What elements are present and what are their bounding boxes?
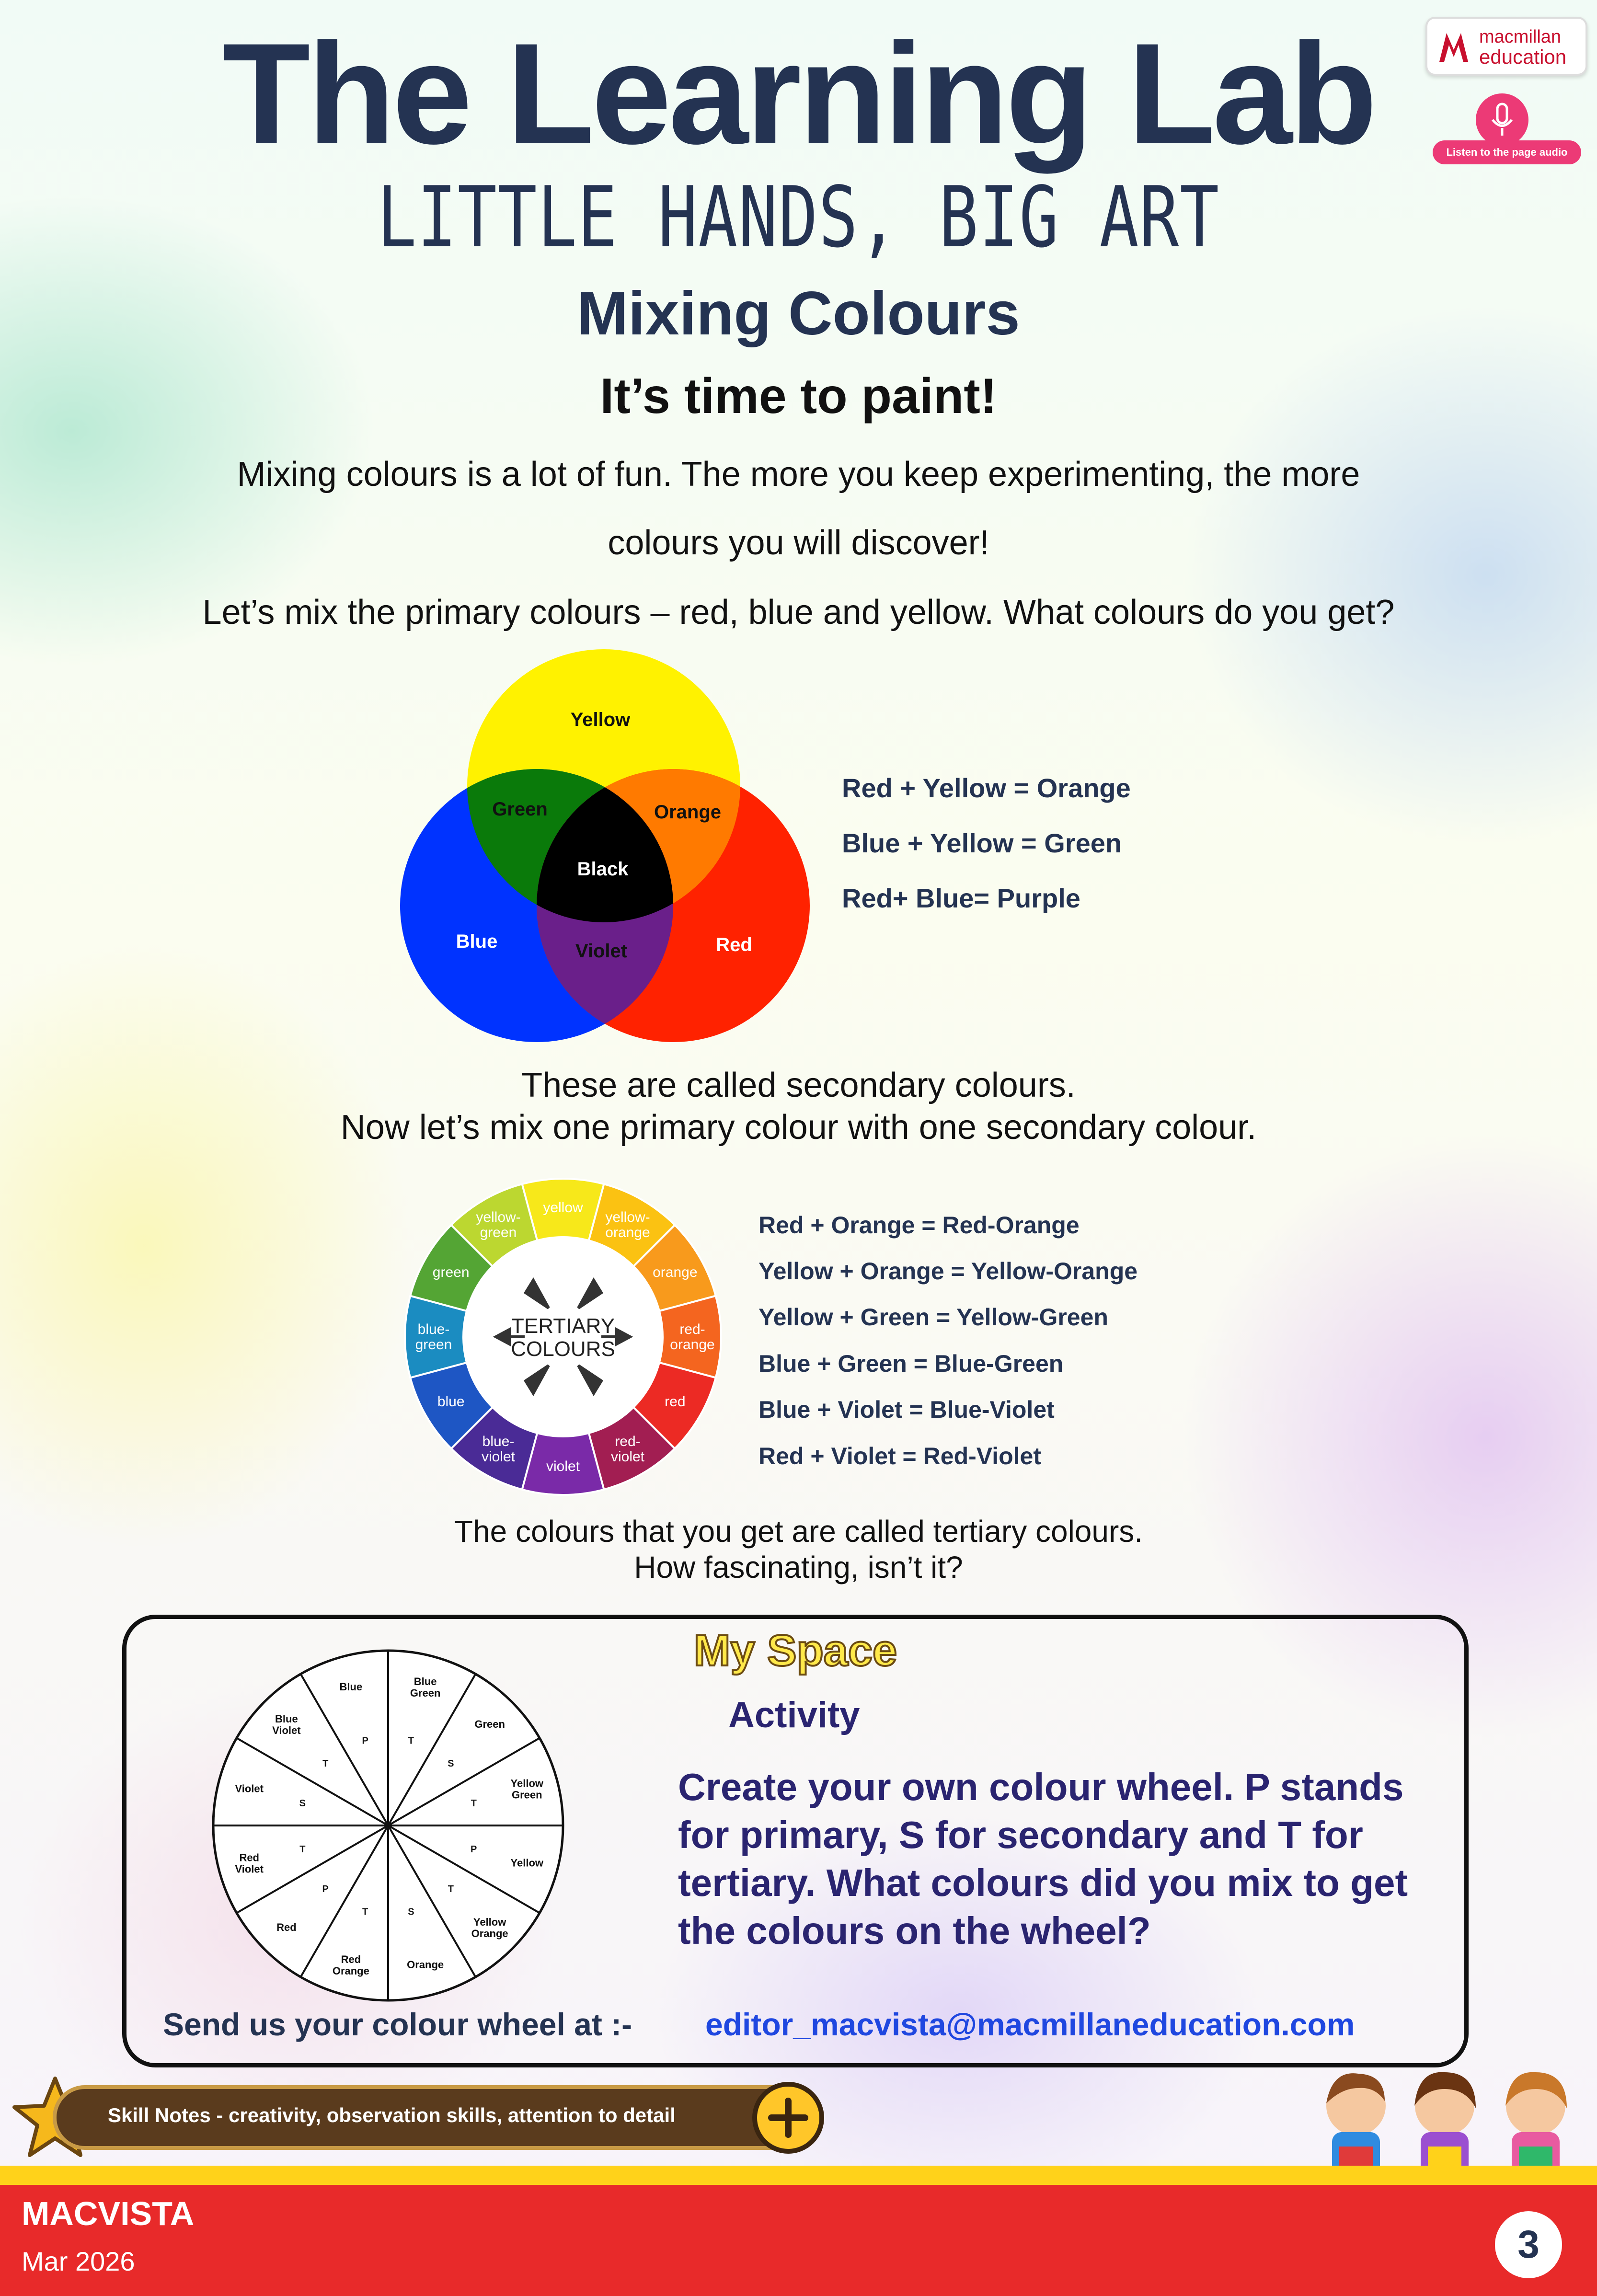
tertiary-equation-6: Red + Violet = Red-Violet <box>758 1443 1041 1469</box>
macmillan-logo-icon <box>1437 28 1475 64</box>
worksheet-outer-label: Orange <box>407 1958 444 1971</box>
listen-audio-button[interactable] <box>1433 93 1581 168</box>
wheel-label-red-violet: red-violet <box>610 1433 645 1465</box>
venn-label-blue: Blue <box>456 931 498 952</box>
wheel-center-line2: COLOURS <box>511 1337 615 1361</box>
intro-line-3: Let’s mix the primary colours – red, blue and yellow. What colours do you get? <box>202 593 1395 631</box>
worksheet-outer-label: Yellow Orange <box>471 1916 508 1940</box>
page-title: The Learning Lab <box>222 13 1375 174</box>
secondary-equation-3: Red+ Blue= Purple <box>842 883 1080 913</box>
wheel-label-blue: blue <box>437 1394 465 1410</box>
venn-label-black: Black <box>577 859 629 880</box>
tertiary-equation-3: Yellow + Green = Yellow-Green <box>758 1304 1108 1331</box>
footer-bar <box>0 2185 1597 2296</box>
footer-brand: MACVISTA <box>22 2195 195 2232</box>
worksheet-inner-label: T <box>408 1735 414 1746</box>
microphone-icon[interactable] <box>1476 93 1528 146</box>
plus-icon[interactable] <box>757 2087 819 2149</box>
secondary-colours-note: These are called secondary colours. <box>521 1066 1076 1104</box>
venn-label-violet: Violet <box>575 941 628 962</box>
logo-text-line1: macmillan <box>1479 27 1562 47</box>
my-space-title: My Space <box>693 1626 897 1675</box>
worksheet-outer-label: Blue Green <box>410 1676 441 1699</box>
wheel-label-red-orange: red-orange <box>670 1321 715 1353</box>
mix-instruction: Now let’s mix one primary colour with one secondary colour. <box>340 1108 1257 1147</box>
venn-label-yellow: Yellow <box>570 709 631 730</box>
wheel-center-line1: TERTIARY <box>511 1314 615 1338</box>
venn-label-red: Red <box>716 934 752 955</box>
wheel-label-orange: orange <box>653 1264 698 1280</box>
worksheet-inner-label: T <box>362 1906 368 1917</box>
listen-audio-label[interactable]: Listen to the page audio <box>1433 140 1581 164</box>
tertiary-equation-1: Red + Orange = Red-Orange <box>758 1212 1080 1239</box>
worksheet-outer-label: Violet <box>235 1782 264 1795</box>
primary-colour-venn-diagram <box>393 647 824 1049</box>
wheel-label-violet: violet <box>546 1458 580 1474</box>
intro-line-1: Mixing colours is a lot of fun. The more you keep experimenting, the more <box>237 455 1360 494</box>
worksheet-inner-label: S <box>299 1798 306 1809</box>
expand-plus-button[interactable] <box>752 2082 824 2154</box>
worksheet-outer-label: Yellow Green <box>510 1777 544 1801</box>
macmillan-logo <box>1425 17 1587 76</box>
venn-label-orange: Orange <box>654 802 722 823</box>
secondary-equation-1: Red + Yellow = Orange <box>842 773 1131 803</box>
tertiary-equation-2: Yellow + Orange = Yellow-Orange <box>758 1258 1138 1285</box>
send-label: Send us your colour wheel at :- <box>163 2007 632 2042</box>
worksheet-outer-label: Blue Violet <box>272 1712 301 1736</box>
worksheet-outer-label: Green <box>474 1718 505 1730</box>
tertiary-equation-5: Blue + Violet = Blue-Violet <box>758 1396 1055 1423</box>
footer-stripe <box>0 2166 1597 2186</box>
worksheet-outer-label: Yellow <box>510 1857 544 1869</box>
intro-line-2: colours you will discover! <box>608 524 989 562</box>
worksheet-outer-label: Red Violet <box>235 1851 264 1875</box>
worksheet-outer-label: Red <box>276 1921 297 1934</box>
wheel-label-blue-violet: blue-violet <box>481 1433 516 1465</box>
venn-label-green: Green <box>492 799 548 820</box>
tertiary-equation-4: Blue + Green = Blue-Green <box>758 1350 1064 1377</box>
wheel-label-yellow-green: yellow-green <box>476 1209 521 1241</box>
worksheet-inner-label: P <box>362 1735 368 1746</box>
section-subheading: It’s time to paint! <box>600 368 997 424</box>
fascinating-note: How fascinating, isn’t it? <box>634 1550 963 1584</box>
worksheet-outer-label: Red Orange <box>332 1953 369 1977</box>
footer-date: Mar 2026 <box>22 2246 135 2276</box>
section-heading: Mixing Colours <box>577 279 1020 348</box>
wheel-label-yellow-orange: yellow-orange <box>605 1209 650 1241</box>
wheel-label-blue-green: blue-green <box>415 1321 452 1353</box>
email-link[interactable]: editor_macvista@macmillaneducation.com <box>705 2007 1355 2042</box>
activity-heading: Activity <box>728 1695 860 1735</box>
worksheet-inner-label: T <box>299 1844 306 1855</box>
logo-text-line2: education <box>1479 46 1567 68</box>
worksheet-inner-label: S <box>448 1758 454 1769</box>
tertiary-colours-note: The colours that you get are called tertiary colours. <box>454 1514 1143 1549</box>
worksheet-inner-label: T <box>471 1798 477 1809</box>
page-number: 3 <box>1495 2211 1562 2278</box>
worksheet-inner-label: P <box>322 1883 329 1894</box>
wheel-label-green: green <box>432 1264 470 1280</box>
tertiary-colour-wheel <box>400 1174 726 1500</box>
secondary-equation-2: Blue + Yellow = Green <box>842 828 1122 858</box>
page-subtitle: LITTLE HANDS, BIG ART <box>377 169 1220 266</box>
skill-notes-text: Skill Notes - creativity, observation skills, attention to detail <box>108 2104 676 2126</box>
worksheet-outer-label: Blue <box>339 1681 363 1693</box>
wheel-label-yellow: yellow <box>543 1200 583 1216</box>
activity-instructions: Create your own colour wheel. P stands for primary, S for secondary and T for tertiary. What colours did you mix to get the colours on the wheel? <box>678 1766 1408 1952</box>
wheel-label-red: red <box>665 1394 686 1410</box>
worksheet-inner-label: T <box>448 1883 454 1894</box>
worksheet-inner-label: S <box>408 1906 414 1917</box>
worksheet-inner-label: P <box>471 1844 477 1855</box>
worksheet-inner-label: T <box>322 1758 329 1769</box>
worksheet-colour-wheel <box>211 1648 565 2003</box>
